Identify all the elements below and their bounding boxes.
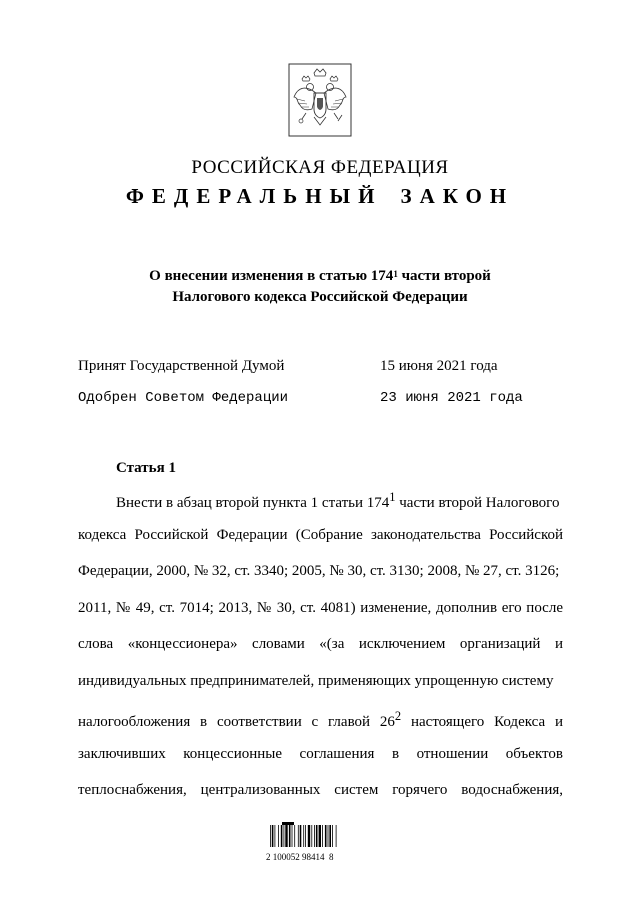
article-line — [78, 746, 563, 766]
article-text: заключивших концессионные соглашения в отношении объектов — [78, 745, 563, 762]
article-text: налогообложения в соответствии с главой 26 — [78, 714, 395, 730]
law-type-word: ЗАКОН — [400, 184, 515, 208]
article-text: настоящего Кодекса и — [401, 714, 563, 730]
article-line — [78, 709, 563, 729]
superscript: 2 — [394, 709, 402, 723]
article-line — [78, 673, 563, 693]
article-line — [78, 636, 563, 656]
law-title — [0, 266, 640, 308]
article-text: слова «концессионера» словами «(за исключением организаций и — [78, 636, 563, 652]
barcode-icon — [268, 822, 360, 848]
article-line — [78, 527, 563, 547]
article-line — [78, 782, 563, 802]
law-title-line-1 — [0, 266, 640, 287]
adoption-date: 23 июня 2021 года — [380, 390, 523, 406]
article-line — [78, 600, 563, 620]
law-type-word: ФЕДЕРАЛЬНЫЙ — [125, 184, 383, 208]
article-text: Внести в абзац второй пункта 1 статьи 174 — [116, 495, 390, 511]
article-text: 2011, № 49, ст. 7014; 2013, № 30, ст. 4081) изменение, дополнив его после — [78, 599, 563, 616]
adoption-date: 15 июня 2021 года — [380, 358, 498, 374]
article-text: индивидуальных предпринимателей, применяющих упрощенную систему — [78, 672, 554, 689]
country-heading: РОССИЙСКАЯ ФЕДЕРАЦИЯ — [191, 157, 449, 178]
law-type-heading — [0, 184, 640, 209]
barcode-number: 2 100052 98414 8 — [266, 852, 334, 862]
adoption-label: Принят Государственной Думой — [78, 358, 285, 374]
superscript: 1 — [393, 269, 398, 279]
article-text: кодекса Российской Федерации (Собрание законодательства Российской — [78, 526, 563, 543]
law-title-line-2: Налогового кодекса Российской Федерации — [172, 289, 468, 305]
article-text: Федерации, 2000, № 32, ст. 3340; 2005, № 30, ст. 3130; 2008, № 27, ст. 3126; — [78, 563, 560, 579]
article-line — [116, 490, 563, 510]
law-title-text: О внесении изменения в статью 174 — [149, 268, 394, 284]
superscript: 1 — [389, 490, 396, 504]
article-heading: Статья 1 — [116, 460, 176, 476]
article-text: части второй Налогового — [395, 495, 560, 511]
coat-of-arms-icon — [288, 63, 352, 137]
article-line — [78, 563, 563, 583]
law-title-text: части второй — [397, 268, 491, 284]
article-text: теплоснабжения, централизованных систем горячего водоснабжения, — [78, 782, 563, 798]
adoption-label: Одобрен Советом Федерации — [78, 390, 289, 406]
